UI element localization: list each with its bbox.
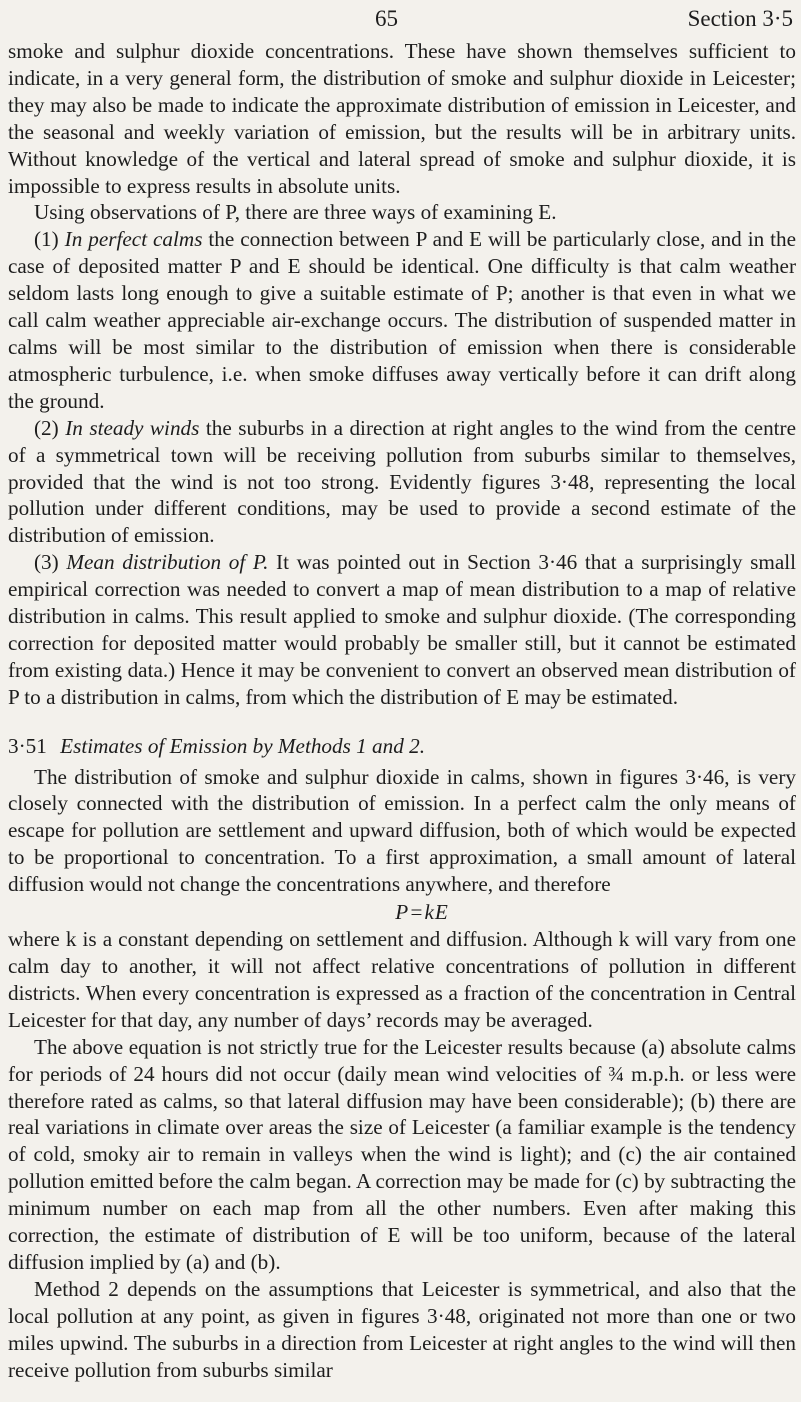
paragraph-method-1	[8, 226, 796, 414]
paragraph-equation-caveats: The above equation is not strictly true for the Leicester results because (a) absolute calms for periods of 24 hours did not occur (daily mean wind velocities of ¾ m.p.h. or less were therefore rated as calms, so that lateral diffusion may have been considerable); (b) there are real variations in climate over areas the size of Leicester (a familiar example is the tendency of cold, smoky air to remain in valleys when the wind is light); and (c) the air contained pollution emitted before the calm began. A correction may be made for (c) by subtracting the minimum number on each map from all the other numbers. Even after making this correction, the estimate of distribution of E will be too uniform, because of the lateral diffusion implied by (a) and (b).	[8, 1034, 796, 1274]
paragraph-methods-intro: Using observations of P, there are three ways of examining E.	[34, 200, 557, 225]
section-number: 3·51	[8, 733, 47, 758]
section-title: Estimates of Emission by Methods 1 and 2.	[60, 733, 426, 758]
section-reference: Section 3·5	[687, 6, 793, 31]
method-1-text: the connection between P and E will be particularly close, and in the case of deposited matter P and E should be identical. One difficulty is that calm weather seldom lasts long enough to give a suitable estimate of P; another is that even in what we call calm weather appreciable air-exchange occurs. The distribution of suspended matter in calms will be most similar to the distribution of emission when there is considerable atmospheric turbulence, i.e. when smoke diffuses away vertically before it can drift along the ground.	[8, 227, 797, 413]
paragraph-method-2-assumptions: Method 2 depends on the assumptions that Leicester is symmetrical, and also that the local pollution at any point, as given in figures 3·48, originated not more than one or two miles upwind. The suburbs in a direction from Leicester at right angles to the wind will then receive pollution from suburbs similar	[8, 1276, 796, 1382]
paragraph-method-2	[8, 415, 796, 550]
paragraph-continuation: smoke and sulphur dioxide concentrations. These have shown themselves sufficient to indicate, in a very general form, the distribution of smoke and sulphur dioxide in Leicester; they may also be made to indicate the approximate distribution of emission in Leicester, and the seasonal and weekly variation of emission, but the results will be in arbitrary units. Without knowledge of the vertical and lateral spread of smoke and sulphur dioxide, it is impossible to express results in absolute units.	[8, 39, 796, 198]
method-1-number: (1)	[34, 227, 59, 252]
method-2-text: the suburbs in a direction at right angles to the wind from the centre of a symmetrical town will be receiving pollution from suburbs similar to themselves, provided that the wind is not too strong. Evidently figures 3·48, representing the local pollution under different conditions, may be used to provide a second estimate of the distribution of emission.	[8, 415, 797, 548]
paragraph-constant-k: where k is a constant depending on settlement and diffusion. Although k will vary from one calm day to another, it will not affect relative concentrations of pollution in different districts. When every concentration is expressed as a fraction of the concentration in Central Leicester for that day, any number of days’ records may be averaged.	[8, 927, 796, 1032]
page-number: 65	[375, 6, 398, 31]
section-heading	[8, 733, 796, 760]
page-body	[8, 38, 796, 1384]
paragraph-calm-distribution: The distribution of smoke and sulphur dioxide in calms, shown in figures 3·46, is very closely connected with the distribution of emission. In a perfect calm the only means of escape for pollution are settlement and upward diffusion, both of which would be expected to be proportional to concentration. To a first approximation, a small amount of lateral diffusion would not change the concentrations anywhere, and therefore	[8, 764, 796, 897]
method-2-title: In steady winds	[65, 415, 200, 440]
method-1-title: In perfect calms	[64, 227, 203, 252]
method-3-title: Mean distribution of P.	[66, 550, 269, 575]
paragraph-method-3	[8, 549, 796, 710]
equation: P=kE	[395, 900, 449, 925]
page-header	[0, 0, 801, 34]
method-3-text: It was pointed out in Section 3·46 that a surprisingly small empirical correction was needed to convert a map of mean distribution to a map of relative distribution in calms. This result applied to smoke and sulphur dioxide. (The corresponding correction for deposited matter would probably be smaller still, but it cannot be estimated from existing data.) Hence it may be convenient to convert an observed mean distribution of P to a distribution in calms, from which the distribution of E may be estimated.	[8, 550, 797, 709]
method-3-number: (3)	[34, 550, 59, 575]
method-2-number: (2)	[34, 415, 59, 440]
